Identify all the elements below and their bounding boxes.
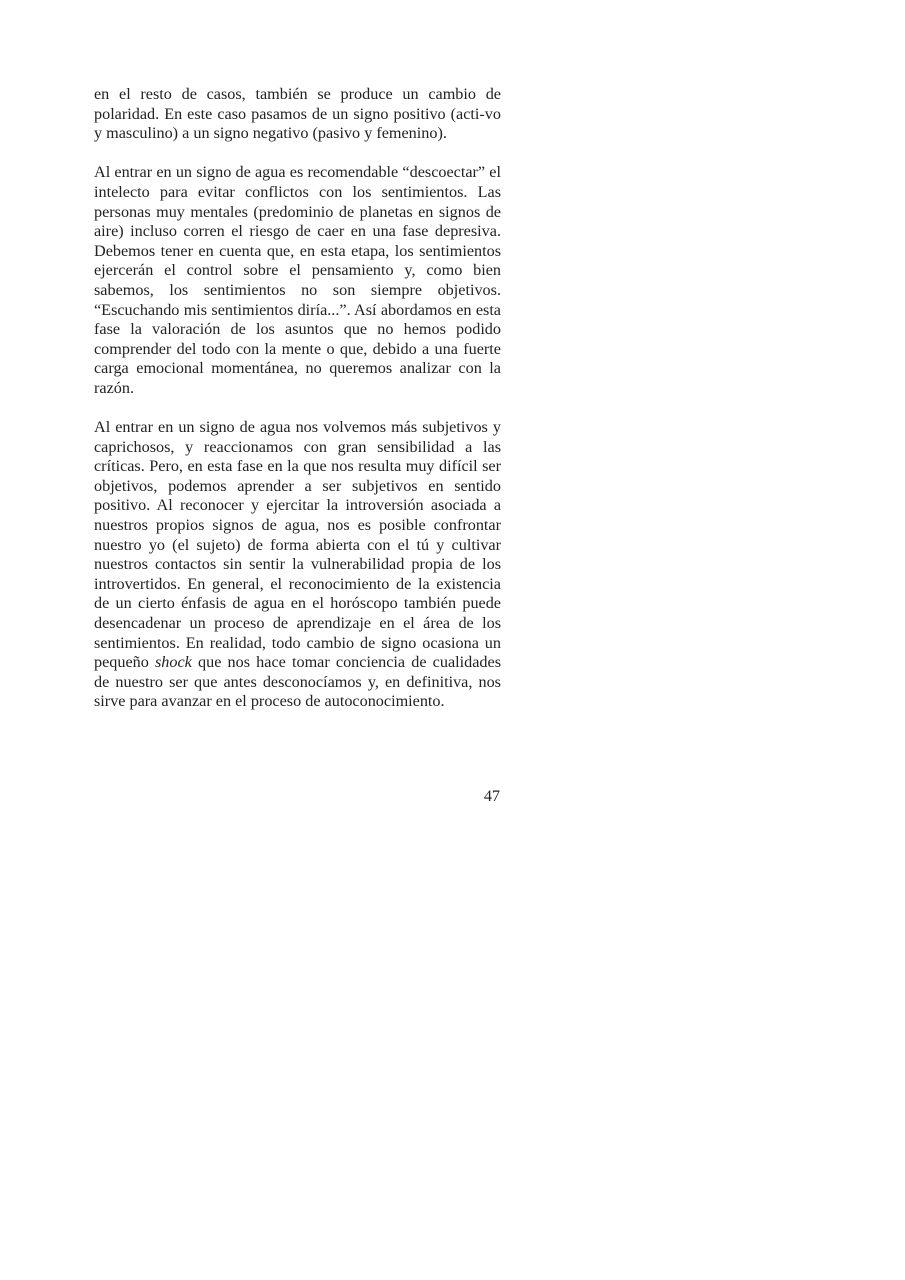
body-text [94,85,501,712]
paragraph-3-text-end: que nos hace tomar conciencia de cualidades de nuestro ser que antes desconocíamos y, en definitiva, nos sirve para avanzar en el proceso de autoconocimiento. [94,653,501,711]
italic-term: shock [155,653,192,672]
page-number: 47 [483,787,500,805]
paragraph-1 [94,85,501,144]
paragraph-2 [94,163,501,398]
paragraph-3-text-start: Al entrar en un signo de agua nos volvemos más subjetivos y caprichosos, y reaccionamos con gran sensibilidad a las críticas. Pero, en esta fase en la que nos resulta muy difícil ser objetivos, podemos aprender a ser subjetivos en sentido positivo. Al reconocer y ejercitar la introversión asociada a nuestros propios signos de agua, nos es posible confrontar nuestro yo (el sujeto) de forma abierta con el tú y cultivar nuestros contactos sin sentir la vulnerabilidad propia de los introvertidos. En general, el reconocimiento de la existencia de un cierto énfasis de agua en el horóscopo también puede desencadenar un proceso de aprendizaje en el área de los sentimientos. En realidad, todo cambio de signo ocasiona un pequeño [94,418,501,672]
paragraph-1-text: en el resto de casos, también se produce un cambio de polaridad. En este caso pasamos de un signo positivo (acti-vo y masculino) a un signo negativo (pasivo y femenino). [94,85,501,143]
paragraph-3 [94,418,501,712]
paragraph-2-text: Al entrar en un signo de agua es recomendable “descoectar” el intelecto para evitar conflictos con los sentimientos. Las personas muy mentales (predominio de planetas en signos de aire) incluso corren el riesgo de caer en una fase depresiva. Debemos tener en cuenta que, en esta etapa, los sentimientos ejercerán el control sobre el pensamiento y, como bien sabemos, los sentimientos no son siempre objetivos. “Escuchando mis sentimientos diría...”. Así abordamos en esta fase la valoración de los asuntos que no hemos podido comprender del todo con la mente o que, debido a una fuerte carga emocional momentánea, no queremos analizar con la razón. [94,163,501,397]
